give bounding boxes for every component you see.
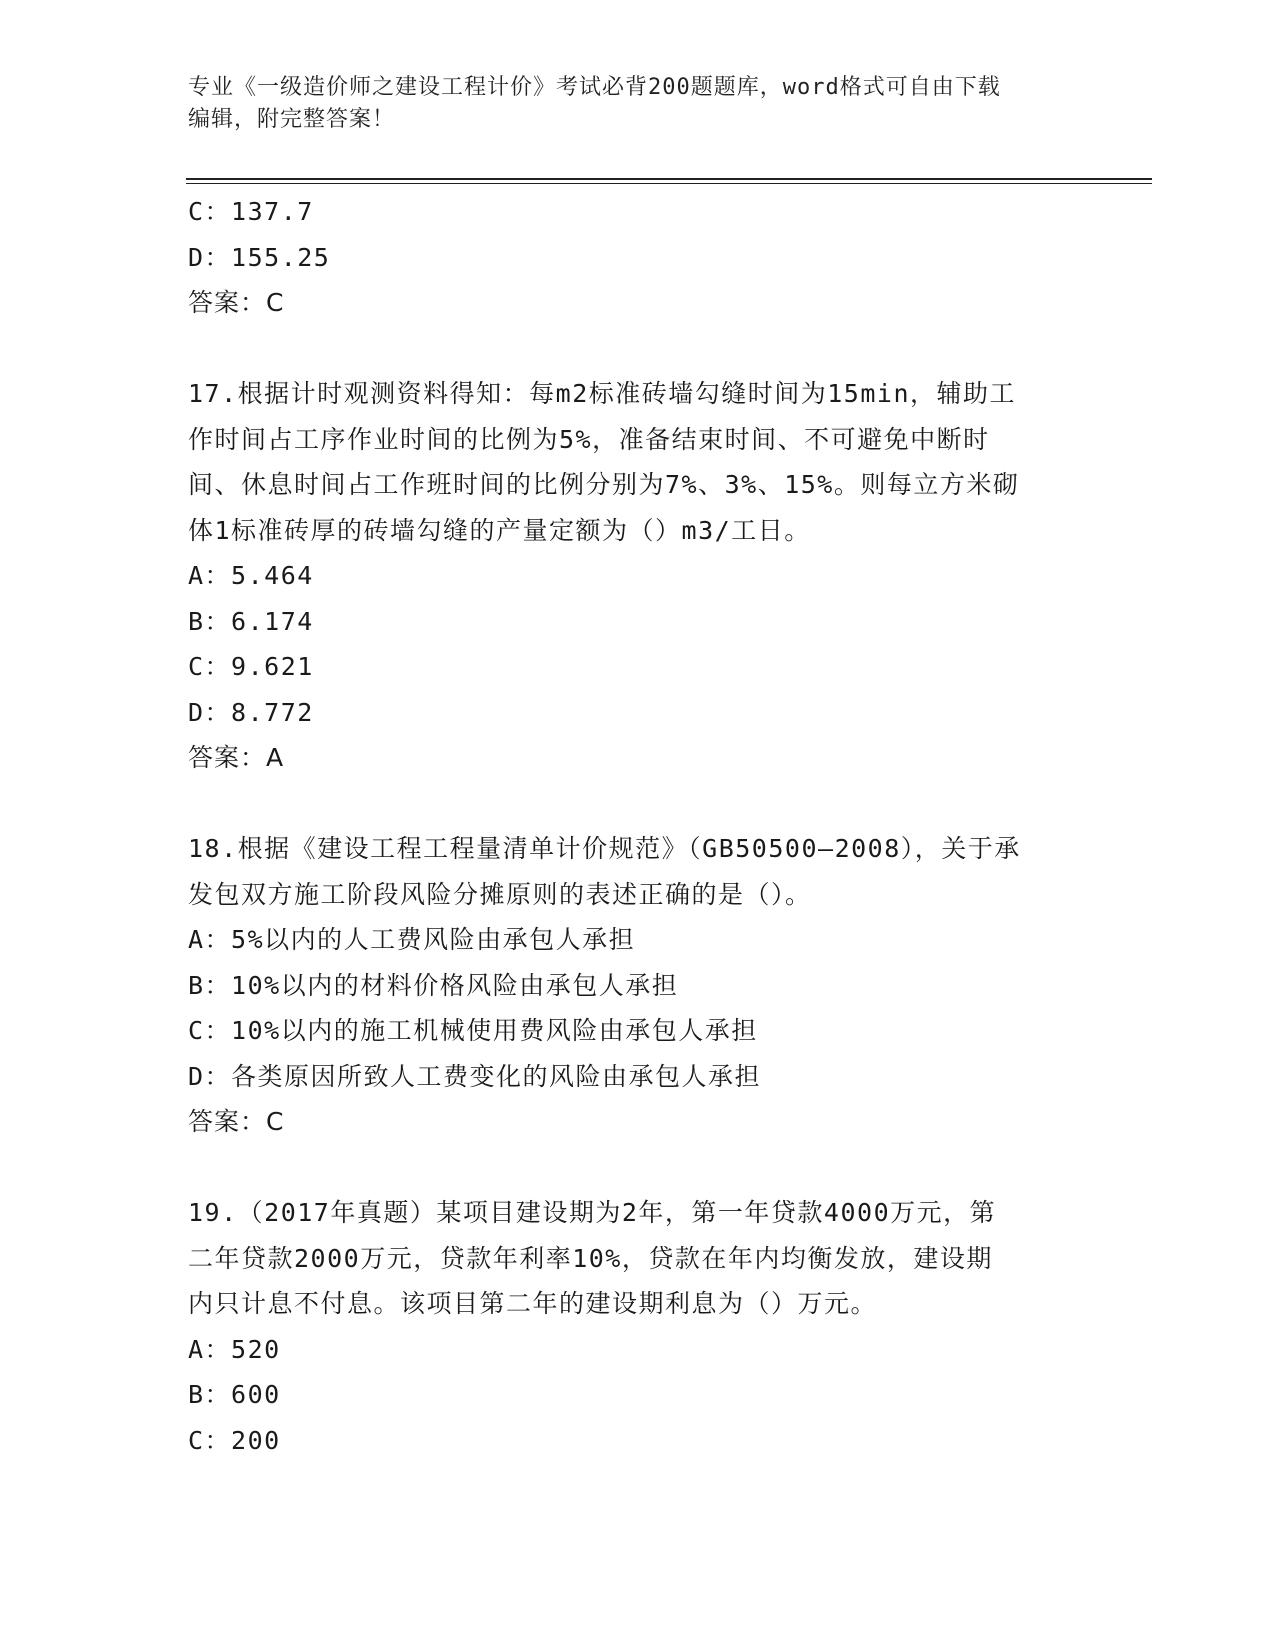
question-text-line: 体1标准砖厚的砖墙勾缝的产量定额为（）m3/工日。 bbox=[188, 515, 811, 545]
question-18 bbox=[188, 826, 1108, 1145]
option-c: C：137.7 bbox=[188, 197, 314, 226]
spacer bbox=[188, 781, 1108, 827]
question-text-line: 发包双方施工阶段风险分摊原则的表述正确的是（）。 bbox=[188, 879, 812, 909]
question-text-line: 17.根据计时观测资料得知：每m2标准砖墙勾缝时间为15min，辅助工 bbox=[188, 379, 1017, 408]
header-line-2: 编辑，附完整答案！ bbox=[188, 107, 396, 132]
header-rule-thick bbox=[186, 178, 1152, 180]
option-c: C：10%以内的施工机械使用费风险由承包人承担 bbox=[188, 1016, 758, 1045]
question-text-line: 18.根据《建设工程工程量清单计价规范》（GB50500—2008），关于承 bbox=[188, 834, 1021, 863]
question-19 bbox=[188, 1190, 1108, 1463]
option-a: A：5%以内的人工费风险由承包人承担 bbox=[188, 925, 636, 954]
answer-line: 答案：C bbox=[188, 1107, 285, 1136]
option-c: C：9.621 bbox=[188, 652, 314, 681]
question-text-line: 间、休息时间占工作班时间的比例分别为7%、3%、15%。则每立方米砌 bbox=[188, 470, 1020, 499]
header-line-1: 专业《一级造价师之建设工程计价》考试必背200题题库，word格式可自由下载 bbox=[188, 75, 1001, 100]
option-c: C：200 bbox=[188, 1425, 281, 1455]
spacer bbox=[188, 1145, 1108, 1191]
option-b: B：6.174 bbox=[188, 606, 314, 636]
option-d: D：155.25 bbox=[188, 242, 331, 272]
question-text-line: 19.（2017年真题）某项目建设期为2年，第一年贷款4000万元，第 bbox=[188, 1198, 997, 1227]
option-b: B：600 bbox=[188, 1380, 281, 1409]
option-a: A：5.464 bbox=[188, 561, 314, 590]
question-text-line: 作时间占工序作业时间的比例为5%，准备结束时间、不可避免中断时 bbox=[188, 424, 990, 454]
spacer bbox=[188, 326, 1108, 372]
page-header bbox=[188, 72, 1088, 136]
question-list bbox=[188, 189, 1108, 1463]
question-text-line: 内只计息不付息。该项目第二年的建设期利息为（）万元。 bbox=[188, 1289, 878, 1318]
question-text-line: 二年贷款2000万元，贷款年利率10%，贷款在年内均衡发放，建设期 bbox=[188, 1243, 993, 1273]
question-16-tail bbox=[188, 189, 1108, 326]
answer-line: 答案：C bbox=[188, 288, 285, 317]
question-17 bbox=[188, 371, 1108, 781]
option-b: B：10%以内的材料价格风险由承包人承担 bbox=[188, 970, 679, 1000]
answer-line: 答案：A bbox=[188, 743, 285, 772]
option-a: A：520 bbox=[188, 1334, 281, 1364]
header-rule-thin bbox=[186, 183, 1152, 184]
option-d: D：各类原因所致人工费变化的风险由承包人承担 bbox=[188, 1061, 762, 1091]
option-d: D：8.772 bbox=[188, 697, 314, 727]
